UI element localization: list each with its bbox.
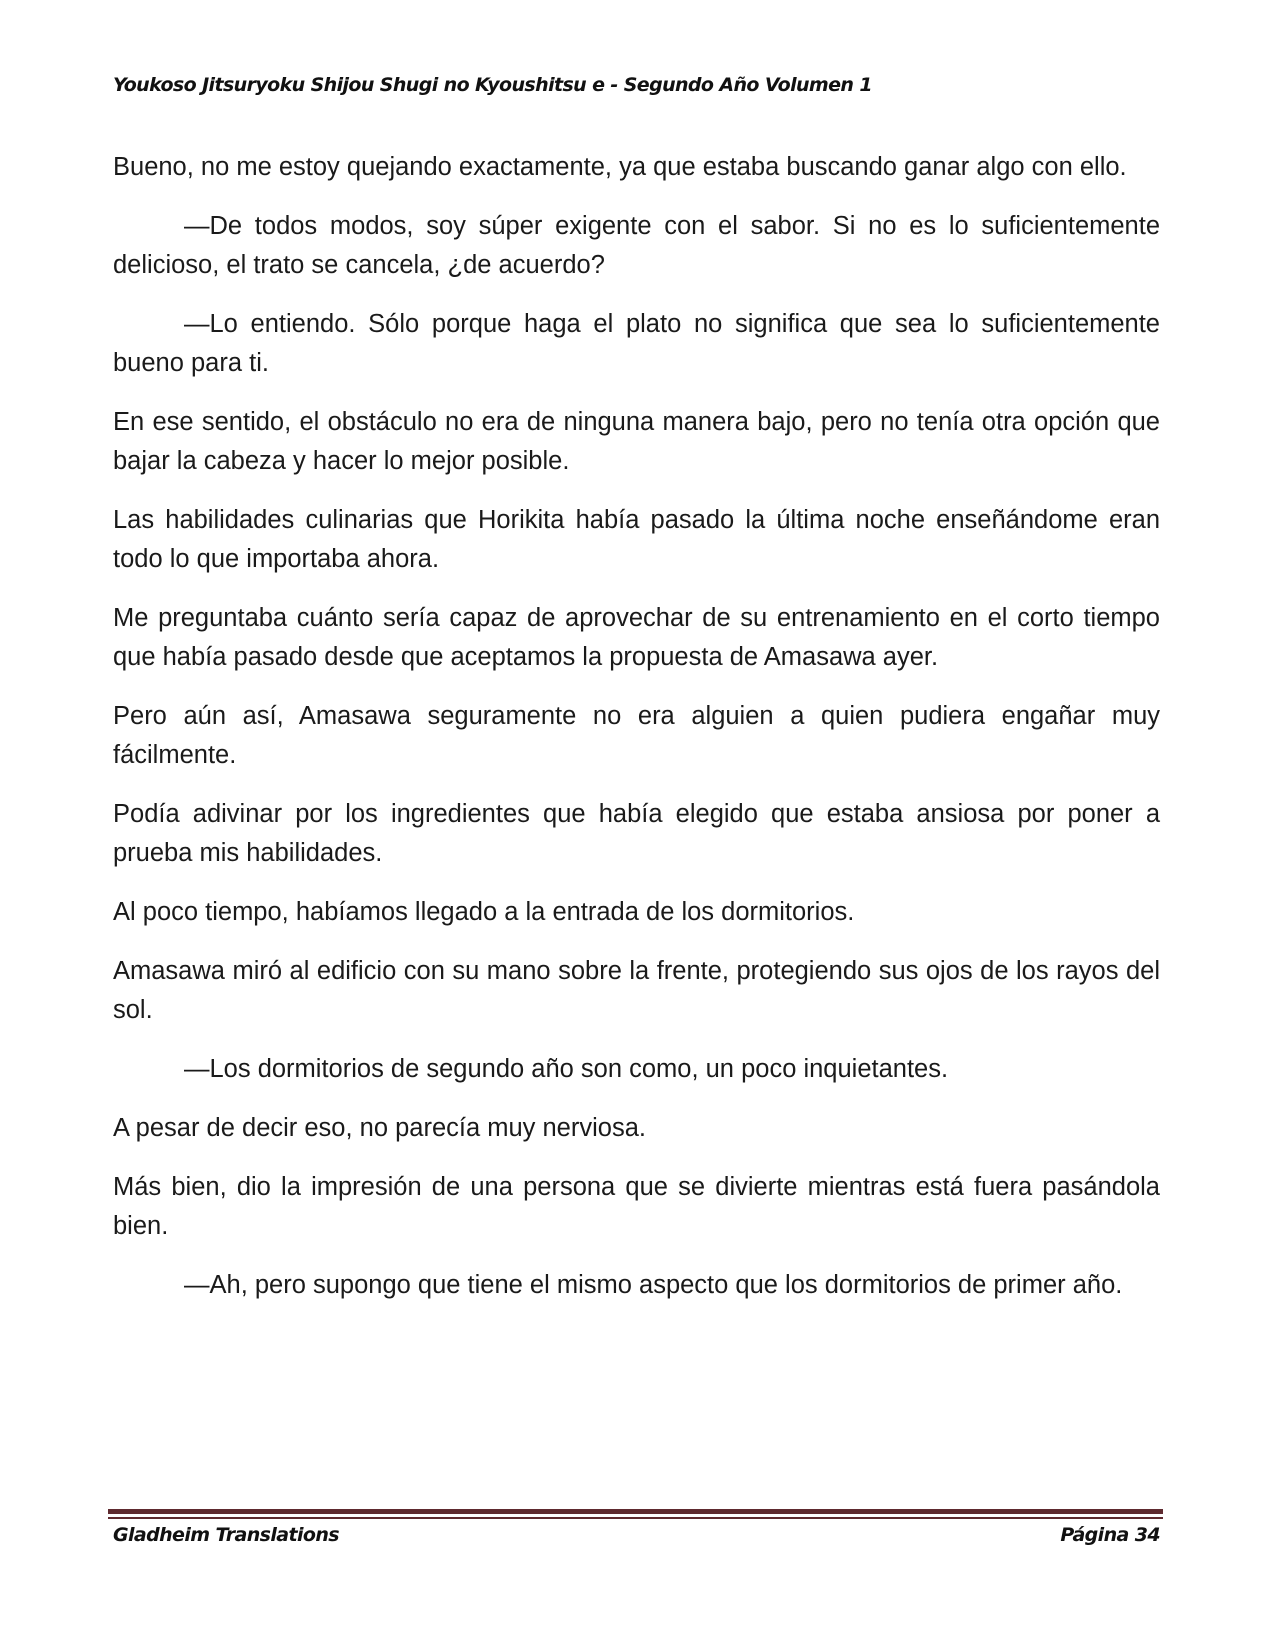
running-header: Youkoso Jitsuryoku Shijou Shugi no Kyoushitsu e - Segundo Año Volumen 1 <box>113 74 872 96</box>
paragraph: Amasawa miró al edificio con su mano sobre la frente, protegiendo sus ojos de los rayos del sol. <box>113 957 1160 1024</box>
footer-page-number: Página 34 <box>1060 1524 1160 1546</box>
paragraph: Más bien, dio la impresión de una persona que se divierte mientras está fuera pasándola bien. <box>113 1173 1160 1240</box>
paragraph: En ese sentido, el obstáculo no era de ninguna manera bajo, pero no tenía otra opción que bajar la cabeza y hacer lo mejor posible. <box>113 408 1160 475</box>
paragraph: Pero aún así, Amasawa seguramente no era alguien a quien pudiera engañar muy fácilmente. <box>113 702 1160 769</box>
paragraph: A pesar de decir eso, no parecía muy nerviosa. <box>113 1114 646 1142</box>
page-body <box>113 148 1160 1325</box>
paragraph: Al poco tiempo, habíamos llegado a la entrada de los dormitorios. <box>113 898 855 926</box>
footer-rule-thin <box>108 1517 1163 1519</box>
dialogue-paragraph: —Ah, pero supongo que tiene el mismo aspecto que los dormitorios de primer año. <box>184 1271 1123 1299</box>
paragraph: Bueno, no me estoy quejando exactamente, ya que estaba buscando ganar algo con ello. <box>113 153 1127 181</box>
paragraph: Las habilidades culinarias que Horikita había pasado la última noche enseñándome eran todo lo que importaba ahora. <box>113 506 1160 573</box>
dialogue-paragraph: —Lo entiendo. Sólo porque haga el plato no significa que sea lo suficientemente bueno para ti. <box>113 310 1160 377</box>
footer-publisher: Gladheim Translations <box>113 1524 339 1546</box>
footer-rule-thick <box>108 1509 1163 1514</box>
dialogue-paragraph: —Los dormitorios de segundo año son como, un poco inquietantes. <box>184 1055 949 1083</box>
paragraph: Podía adivinar por los ingredientes que había elegido que estaba ansiosa por poner a prueba mis habilidades. <box>113 800 1160 867</box>
dialogue-paragraph: —De todos modos, soy súper exigente con el sabor. Si no es lo suficientemente delicioso, el trato se cancela, ¿de acuerdo? <box>113 212 1160 279</box>
paragraph: Me preguntaba cuánto sería capaz de aprovechar de su entrenamiento en el corto tiempo que había pasado desde que aceptamos la propuesta de Amasawa ayer. <box>113 604 1160 671</box>
